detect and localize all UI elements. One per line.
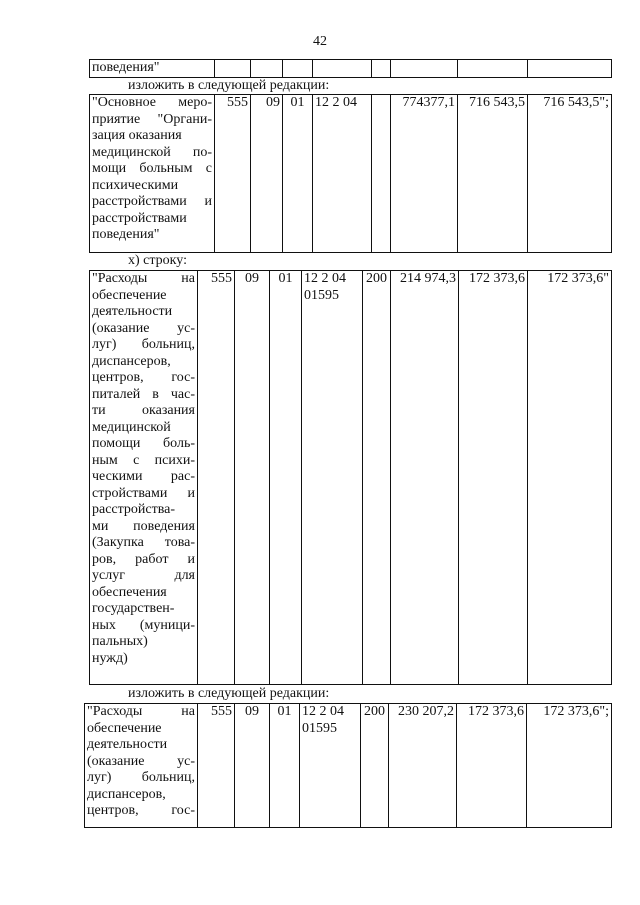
row1-subsection: 01 (283, 95, 313, 253)
row3-value-1: 230 207,2 (389, 704, 457, 828)
row1-description: "Основное меро- приятие "Органи- зация оказания медицинской по- мощи больным с психическими расстройствами и расстройствами поведения" (90, 95, 215, 253)
page-number: 42 (313, 34, 327, 49)
row1-section: 09 (251, 95, 283, 253)
row3-value-3: 172 373,6"; (527, 704, 612, 828)
row-phrase: х) строку: (128, 253, 187, 268)
row3-description: "Расходы на обеспечение деятельности (оказание ус- луг) больниц, диспансеров, центров, гос- (85, 704, 198, 828)
row1-value-2: 716 543,5 (458, 95, 528, 253)
table-row-label: поведения" (90, 60, 215, 78)
table-row-2 (89, 270, 612, 685)
row3-target: 12 2 04 01595 (300, 704, 361, 828)
table-top-fragment (89, 59, 612, 78)
row2-value-1: 214 974,3 (391, 271, 459, 685)
table-row-1 (89, 94, 612, 253)
row2-value-3: 172 373,6" (528, 271, 612, 685)
row2-value-2: 172 373,6 (459, 271, 528, 685)
row1-value-1: 774377,1 (391, 95, 458, 253)
row2-target: 12 2 04 01595 (302, 271, 363, 685)
row2-vr: 200 (363, 271, 391, 685)
table-row-3 (84, 703, 612, 828)
row1-target: 12 2 04 (313, 95, 372, 253)
row3-code: 555 (198, 704, 235, 828)
row3-section: 09 (235, 704, 270, 828)
row3-subsection: 01 (270, 704, 300, 828)
row1-code: 555 (215, 95, 251, 253)
row2-description: "Расходы на обеспечение деятельности (оказание ус- луг) больниц, диспансеров, центров, гос- питалей в час- ти оказания медицинской помощи боль- ным с психи- ческими рас- стройствами и расстройства- ми поведения (Закупка това- ров, работ и услуг для обеспечения государствен- ных (муници- пальных) нужд) (90, 271, 198, 685)
row1-value-3: 716 543,5"; (528, 95, 612, 253)
row2-section: 09 (235, 271, 270, 685)
edit-phrase-1: изложить в следующей редакции: (128, 78, 330, 93)
row1-vr (372, 95, 391, 253)
row2-code: 555 (198, 271, 235, 685)
edit-phrase-2: изложить в следующей редакции: (128, 686, 330, 701)
row3-vr: 200 (361, 704, 389, 828)
row3-value-2: 172 373,6 (457, 704, 527, 828)
row2-subsection: 01 (270, 271, 302, 685)
